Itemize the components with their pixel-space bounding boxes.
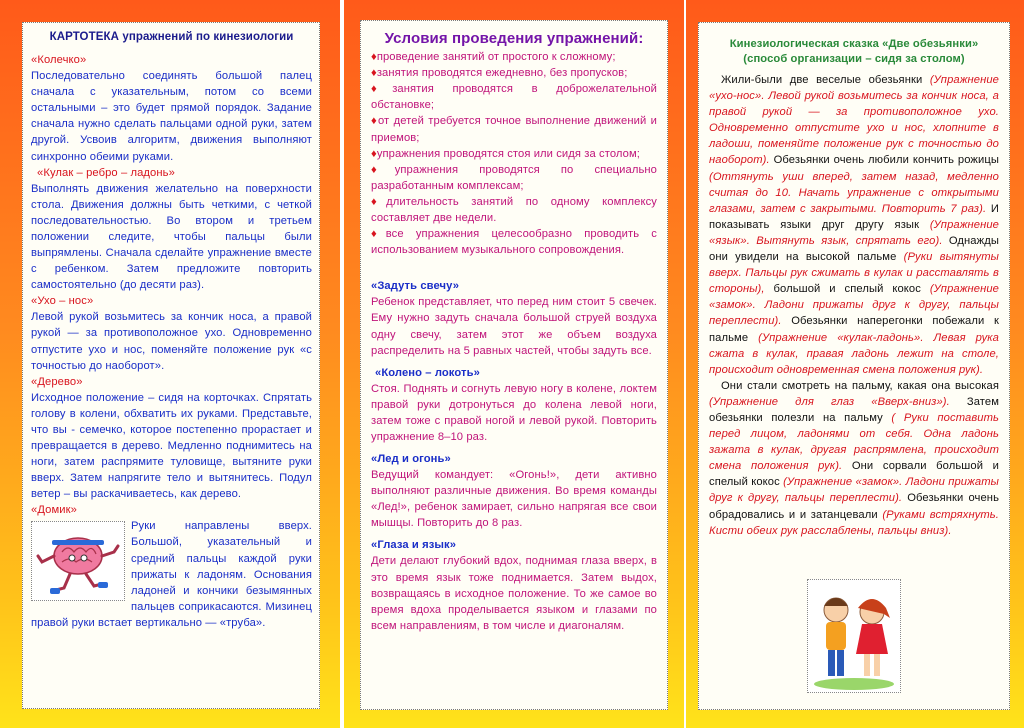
condition-item: [371, 81, 657, 113]
exercise-instruction: (Упражнение «язык». Вытянуть язык, спрятать его).: [709, 218, 999, 247]
condition-item: [371, 65, 657, 81]
fairy-tale-paragraph-1: [709, 72, 999, 378]
diamond-bullet-icon: ♦: [371, 228, 386, 241]
condition-item: [371, 162, 657, 194]
condition-text: упражнения проводятся по специально разработанным комплексам;: [371, 163, 657, 192]
exercise-head-led-ogon: «Лед и огонь»: [371, 453, 451, 466]
exercise-instruction: (Упражнение «замок». Ладони прижаты друг к другу, пальцы переплести).: [709, 476, 1000, 505]
exercise-text-zadut-svechu: Ребенок представляет, что перед ним стоит 5 свечек. Ему нужно задуть сначала большой струей воздуха одну свечу, затем этот же объем воздуха распределить на 5 равных частей, чтобы задуть все.: [371, 296, 657, 357]
condition-text: все упражнения целесообразно проводить с использованием музыкального сопровождения.: [371, 228, 658, 257]
story-text: большой и спелый кокос: [764, 283, 930, 296]
fairy-tale-paragraph-2: [709, 378, 999, 539]
exercise-instruction: (Оттянуть уши вперед, затем назад, медленно считая до 10. Начать упражнение с открытыми глазами, затем с закрытыми. Повторить 7 раз).: [709, 170, 999, 215]
section-text-domik: Руки направлены вверх. Большой, указательный и средний пальцы каждой руки прижаты к ладоням. Основания ладоней и кончики безымянных пальцев соприкасаются. Мизинец правой руки встает вертикально — «труба».: [31, 520, 312, 629]
story-text: Однажды они увидели на высокой пальме: [709, 234, 999, 264]
exercise-instruction: (Упражнение «замок». Ладони прижаты друг к другу, пальцы переплести).: [709, 283, 999, 328]
panel3-title: Кинезиологическая сказка «Две обезьянки»: [729, 38, 979, 50]
exercise-instruction: (Упражнение «ухо-нос». Левой рукой возьмитесь за кончик носа, а правой рукой — за противоположное ухо. Одновременно отпустите ухо и нос, хлопните в ладоши, поменяйте положение рук с точностью до наоборот).: [709, 74, 999, 167]
diamond-bullet-icon: ♦: [371, 195, 387, 208]
diamond-bullet-icon: ♦: [371, 115, 378, 128]
diamond-bullet-icon: ♦: [371, 51, 377, 64]
exercise-instruction: ( Руки поставить перед лицом, ладонями от себя. Одна ладонь зажата в кулак, другая распрямлена, происходит смена положения рук).: [709, 411, 999, 473]
section-head-derevo: «Дерево»: [31, 375, 83, 388]
brain-cartoon-icon: [31, 521, 125, 601]
condition-text: занятия проводятся в доброжелательной обстановке;: [371, 83, 657, 112]
condition-text: упражнения проводятся стоя или сидя за столом;: [376, 147, 640, 160]
panel2-title: Условия проведения упражнений:: [384, 30, 644, 47]
two-children-illustration: [807, 579, 901, 693]
panel1-title: КАРТОТЕКА упражнений по кинезиологии: [49, 31, 294, 43]
exercise-instruction: (Упражнение «кулак-ладонь». Левая рука сжата в кулак, правая ладонь лежит на столе, происходит одновременная смена положения рук).: [709, 331, 999, 376]
exercise-head-zadut-svechu: «Задуть свечу»: [371, 280, 460, 293]
condition-item: [371, 194, 657, 226]
section-text-kolechko: Последовательно соединять большой палец сначала с указательным, потом со всеми остальными – это будет прямой порядок. Задание сначала нужно сделать пальцами одной руки, затем другой. Усвоив алгоритм, движения выполняют синхронно обеими руками.: [31, 70, 312, 163]
exercise-text-koleno-lokot: Стоя. Поднять и согнуть левую ногу в колене, локтем правой руки дотронуться до колена левой ноги, затем тоже с правой ногой и левой рукой. Повторить упражнение 8–10 раз.: [371, 382, 657, 443]
condition-text: от детей требуется точное выполнение движений и приемов;: [371, 115, 657, 144]
diamond-bullet-icon: ♦: [371, 67, 377, 80]
diamond-bullet-icon: ♦: [371, 163, 395, 176]
condition-item: [371, 146, 657, 162]
card-fairy-tale: [698, 22, 1010, 710]
section-head-kolechko: «Колечко»: [31, 54, 87, 67]
condition-item: [371, 49, 657, 65]
condition-text: занятия проводятся ежедневно, без пропусков;: [376, 67, 628, 80]
exercise-head-koleno-lokot: «Колено – локоть»: [375, 366, 480, 379]
section-head-ukho-nos: «Ухо – нос»: [31, 295, 94, 308]
card-kinesiology-exercises: [22, 22, 320, 709]
card-conditions: [360, 20, 668, 710]
story-text: Они стали смотреть на пальму, какая она высокая: [721, 379, 999, 392]
exercise-instruction: (Руками встряхнуть. Кисти обеих рук расслаблены, пальцы вниз).: [709, 508, 1000, 537]
story-text: Они сорвали большой и спелый кокос: [709, 460, 999, 489]
condition-item: [371, 113, 657, 145]
panel3-subtitle: (способ организации – сидя за столом): [743, 53, 965, 65]
exercise-text-led-ogon: Ведущий командует: «Огонь!», дети активно выполняют различные движения. Во время команды «Лед!», ребенок замирает, сильно напрягая все свои мышцы. Повторить до 8 раз.: [371, 469, 657, 530]
story-text: Обезьянки наперегонки побежали к пальме: [709, 315, 999, 344]
story-text: Обезьянки очень любили кончить рожицы: [769, 154, 999, 167]
exercise-head-glaza-yazyk: «Глаза и язык»: [371, 539, 457, 552]
diamond-bullet-icon: ♦: [371, 83, 393, 96]
exercise-instruction: (Упражнение для глаз «Вверх-вниз»).: [709, 395, 950, 408]
section-text-derevo: Исходное положение – сидя на корточках. Спрятать голову в колени, обхватить их руками. Представьте, что вы - семечко, которое постепенно прорастает и превращается в дерево. Медленно поднимитесь на ноги, затем распрямите туловище, вытяните руки вверх. Затем напрягите тело и вытянитесь. Подул ветер – вы раскачиваетесь, как дерево.: [31, 391, 312, 501]
panel-left: [0, 0, 340, 728]
panel-right: [686, 0, 1024, 728]
diamond-bullet-icon: ♦: [371, 147, 377, 160]
section-text-kulak: Выполнять движения желательно на поверхности стола. Движения должны быть четкими, с четкой последовательностью. Во втором и третьем положении следите, чтобы пальцы были выпрямлены. Сначала сделайте упражнение вместе с ребенком. Затем предложите повторить самостоятельно (до десяти раз).: [31, 182, 312, 292]
exercise-instruction: (Руки вытянуты вверх. Пальцы рук сжимать в кулак и расставлять в стороны),: [709, 251, 1000, 296]
panel-middle: [344, 0, 684, 728]
section-text-ukho-nos: Левой рукой возьмитесь за кончик носа, а правой рукой — за противоположное ухо. Одновременно отпустите ухо и нос, поменяйте положение рук «с точностью до наоборот».: [31, 311, 312, 372]
exercise-text-glaza-yazyk: Дети делают глубокий вдох, поднимая глаза вверх, в это время язык тоже поднимается. Затем выдох, возвращаясь в исходное положение. То же самое во время вдоха проделывается языком и глазами по всем направлениям, в том числе и диагоналям.: [371, 555, 657, 632]
story-text: Обезьянки очень обрадовались и и затанцевали: [709, 492, 999, 521]
condition-item: [371, 226, 657, 258]
story-text: И показывать языки друг другу язык: [709, 202, 999, 231]
section-head-domik: «Домик»: [31, 504, 77, 517]
conditions-list: [371, 49, 657, 258]
story-text: Затем обезьянки полезли на пальму: [709, 395, 999, 424]
condition-text: проведение занятий от простого к сложному;: [376, 51, 616, 64]
section-head-kulak: «Кулак – ребро – ладонь»: [37, 166, 175, 179]
story-text: Жили-были две веселые обезьянки: [721, 74, 930, 86]
condition-text: длительность занятий по одному комплексу составляет две недели.: [371, 195, 657, 225]
